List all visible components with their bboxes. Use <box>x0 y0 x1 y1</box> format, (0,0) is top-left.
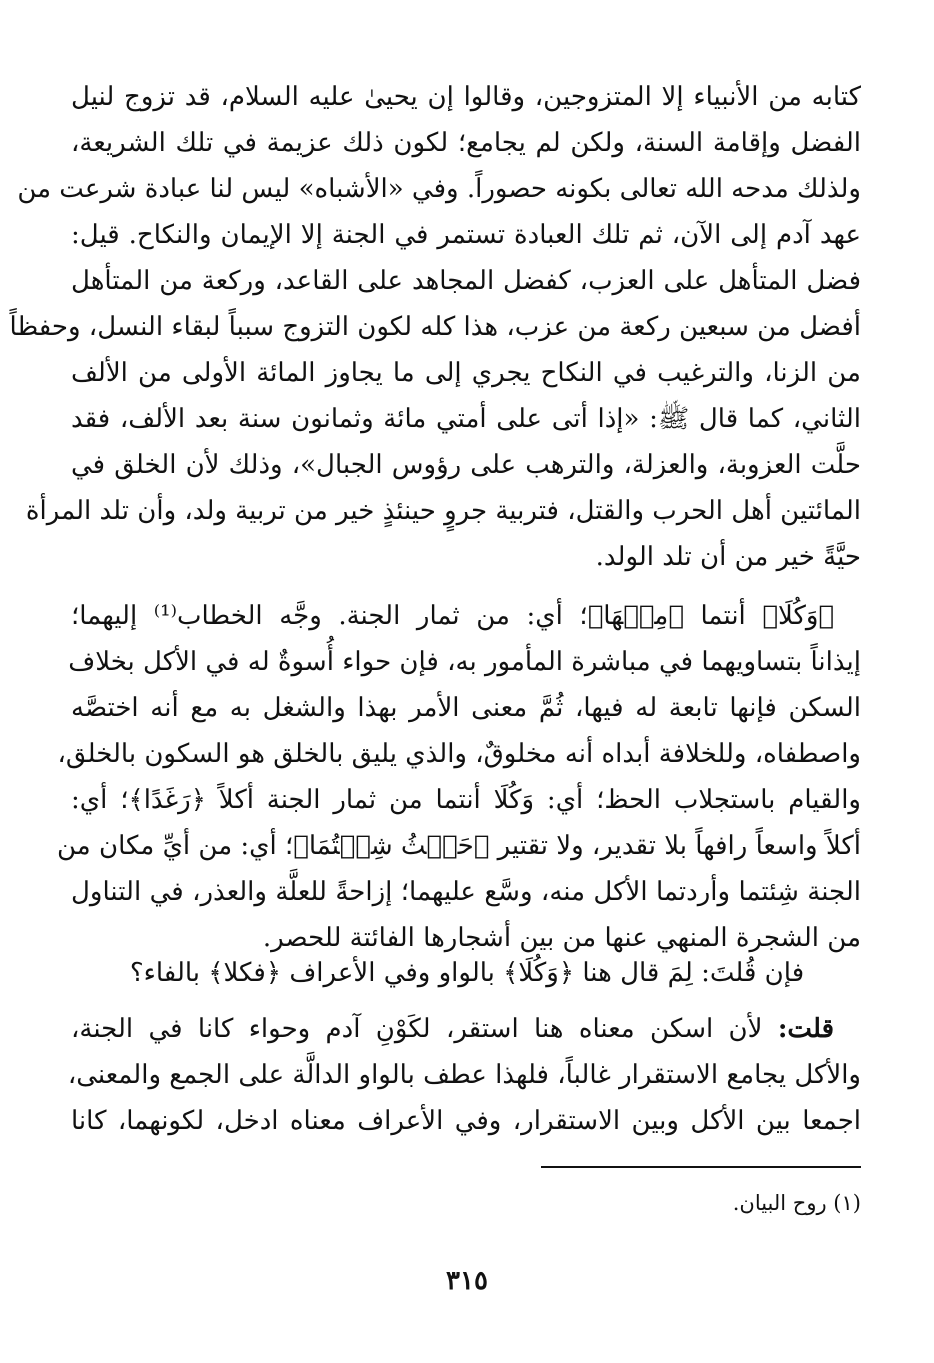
page-number: ٣١٥ <box>446 1266 488 1296</box>
text-line: والأكل يجامع الاستقرار غالباً، فلهذا عطف بالواو الدالَّة على الجمع والمعنى، <box>67 1060 861 1090</box>
text-line: إيذاناً بتساويهما في مباشرة المأمور به، فإن حواء أُسوةٌ له في الأكل بخلاف <box>68 647 861 677</box>
text-line: عهد آدم إلى الآن، ثم تلك العبادة تستمر في الجنة إلا الإيمان والنكاح. قيل: <box>71 220 861 250</box>
text-line: واصطفاه، وللخلافة أبداه أنه مخلوقٌ، والذي يليق بالخلق هو السكون بالخلق، <box>57 739 861 769</box>
text-line: حيَّةً خير من أن تلد الولد. <box>595 542 861 572</box>
text-line: الجنة شِئتما وأردتما الأكل منه، وسَّع عليهما؛ إزاحةً للعلَّة والعذر، في التناول <box>71 877 861 907</box>
text-line: أفضل من سبعين ركعة من عزب، هذا كله لكون التزوج سبباً لبقاء النسل، وحفظاً <box>9 312 861 342</box>
text-line: من الزنا، والترغيب في النكاح يجري إلى ما يجاوز المائة الأولى من الألف <box>71 358 861 388</box>
answer-first-line: لأن اسكن معناه هنا استقر، لكَوْنِ آدم وحواء كانا في الجنة، <box>71 1014 778 1044</box>
text-line: كتابه من الأنبياء إلا المتزوجين، وقالوا إن يحيىٰ عليه السلام، قد تزوج لنيل <box>71 82 861 112</box>
text-line: والقيام باستجلاب الحظ؛ أي: وَكُلَا أنتما من ثمار الجنة أكلاً ﴿رَغَدًا﴾؛ أي: <box>71 785 861 815</box>
text-line: اجمعا بين الأكل وبين الاستقرار، وفي الأعراف معناه ادخل، لكونهما، كانا <box>71 1106 861 1136</box>
text-line: المائتين أهل الحرب والقتل، فتربية جروٍ حينئذٍ خير من تربية ولد، وأن تلد المرأة <box>25 496 861 526</box>
text-line: الفضل وإقامة السنة، ولكن لم يجامع؛ لكون ذلك عزيمة في تلك الشريعة، <box>71 128 861 158</box>
footnote-separator <box>541 1166 861 1168</box>
text-line: أكلاً واسعاً رافهاً بلا تقدير، ولا تقتير ﴿حَيۡثُ شِئۡتُمَا﴾؛ أي: من أيِّ مكان من <box>57 831 861 861</box>
footnote: (١) روح البيان. <box>732 1191 861 1215</box>
text-line: حلَّت العزوبة، والعزلة، والترهب على رؤوس الجبال»، وذلك لأن الخلق في <box>71 450 861 480</box>
text-line: السكن فإنها تابعة له فيها، ثُمَّ معنى الأمر بهذا والشغل به مع أنه اختصَّه <box>71 693 861 723</box>
text-line: الثاني، كما قال ﷺ: «إذا أتى على أمتي مائة وثمانون سنة بعد الألف، فقد <box>71 404 861 434</box>
answer-lead: قلت: <box>777 1014 834 1044</box>
text-line: ولذلك مدحه الله تعالى بكونه حصوراً. وفي «الأشباه» ليس لنا عبادة شرعت من <box>17 174 861 204</box>
text-line: ﴿وَكُلَا﴾ أنتما ﴿مِنۡهَا﴾؛ أي: من ثمار الجنة. وجَّه الخطاب⁽¹⁾ إليهما؛ <box>71 601 835 631</box>
question-line: فإن قُلتَ: لِمَ قال هنا ﴿وَكُلَا﴾ بالواو وفي الأعراف ﴿فكلا﴾ بالفاء؟ <box>129 958 805 988</box>
text-line <box>71 1009 834 1049</box>
text-line: من الشجرة المنهي عنها من بين أشجارها الفائتة للحصر. <box>262 923 861 953</box>
text-line: فضل المتأهل على العزب، كفضل المجاهد على القاعد، وركعة من المتأهل <box>71 266 861 296</box>
